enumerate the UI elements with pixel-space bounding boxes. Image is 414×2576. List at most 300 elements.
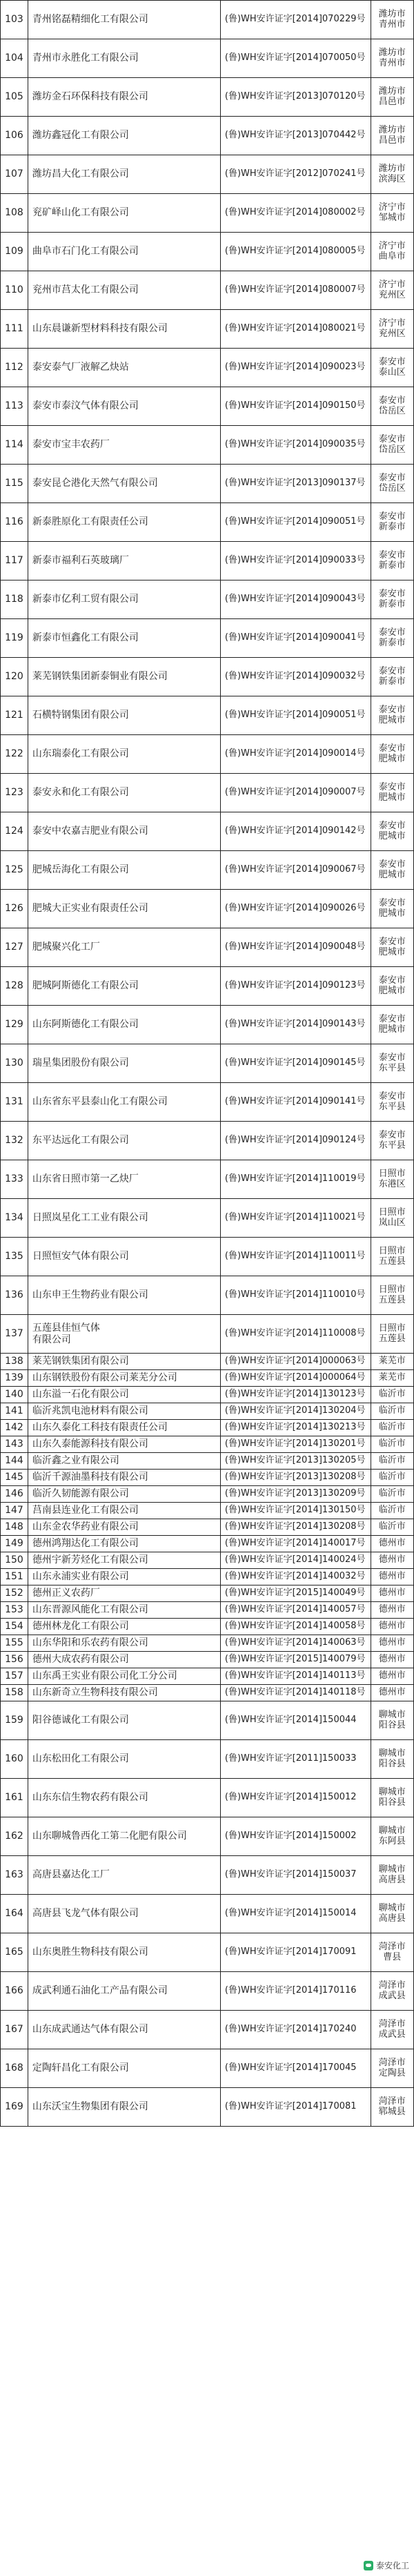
permit-number: (鲁)WH安许证字[2014]150044 <box>220 1701 371 1740</box>
table-row <box>1 349 414 387</box>
location-stack <box>371 1169 413 1190</box>
district-name: 高唐县 <box>378 1913 406 1924</box>
location-stack <box>371 1324 413 1345</box>
city-name: 临沂市 <box>378 1455 406 1466</box>
district-name: 泰山区 <box>378 367 406 378</box>
permit-number: (鲁)WH安许证字[2014]110019号 <box>220 1160 371 1199</box>
table-row <box>1 1668 414 1685</box>
table-row <box>1 1552 414 1569</box>
district-name: 岱岳区 <box>378 405 406 416</box>
location-stack <box>371 1356 413 1367</box>
table-row <box>1 1370 414 1387</box>
location-cell <box>371 1668 413 1685</box>
company-name: 青州市永胜化工有限公司 <box>28 39 220 78</box>
district-name: 定陶县 <box>378 2067 406 2078</box>
watermark-label: 泰安化工 <box>375 2561 409 2570</box>
row-index: 159 <box>1 1701 28 1740</box>
district-name: 新泰市 <box>378 560 406 571</box>
row-index: 121 <box>1 696 28 735</box>
location-cell <box>371 2011 413 2049</box>
city-name: 德州市 <box>378 1588 406 1599</box>
district-name: 五莲县 <box>378 1333 406 1344</box>
row-index: 143 <box>1 1436 28 1453</box>
row-index: 153 <box>1 1602 28 1619</box>
permit-number: (鲁)WH安许证字[2014]140017号 <box>220 1536 371 1552</box>
city-name: 临沂市 <box>378 1521 406 1532</box>
row-index: 150 <box>1 1552 28 1569</box>
location-cell <box>371 580 413 619</box>
table-row <box>1 1685 414 1701</box>
table-row <box>1 1779 414 1817</box>
city-name: 聊城市 <box>378 1902 406 1913</box>
table-row <box>1 1315 414 1354</box>
row-index: 134 <box>1 1199 28 1238</box>
city-name: 临沂市 <box>378 1472 406 1483</box>
location-cell <box>371 1436 413 1453</box>
city-name: 德州市 <box>378 1654 406 1665</box>
table-row <box>1 155 414 194</box>
location-cell <box>371 928 413 967</box>
location-cell <box>371 117 413 155</box>
location-cell <box>371 1685 413 1701</box>
table-row <box>1 1635 414 1652</box>
table-row <box>1 1044 414 1083</box>
location-stack <box>371 1092 413 1113</box>
city-name: 临沂市 <box>378 1405 406 1416</box>
location-stack <box>371 1572 413 1582</box>
city-name: 日照市 <box>378 1168 406 1179</box>
row-index: 154 <box>1 1619 28 1635</box>
district-name: 肥城市 <box>378 792 406 803</box>
permit-number: (鲁)WH安许证字[2014]090033号 <box>220 542 371 580</box>
location-cell <box>371 310 413 349</box>
location-cell <box>371 735 413 774</box>
location-stack <box>371 1505 413 1516</box>
company-name: 高唐县嘉达化工厂 <box>28 1856 220 1895</box>
permit-number: (鲁)WH安许证字[2014]110010号 <box>220 1276 371 1315</box>
company-name: 临沂久韧能源有限公司 <box>28 1486 220 1503</box>
location-stack <box>371 1131 413 1151</box>
row-index: 141 <box>1 1403 28 1420</box>
permit-number: (鲁)WH安许证字[2014]140032号 <box>220 1569 371 1585</box>
location-cell <box>371 1199 413 1238</box>
table-row <box>1 1160 414 1199</box>
row-index: 133 <box>1 1160 28 1199</box>
location-stack <box>371 1406 413 1416</box>
wechat-icon <box>364 2561 373 2570</box>
permit-number: (鲁)WH安许证字[2014]110021号 <box>220 1199 371 1238</box>
location-cell <box>371 774 413 812</box>
company-name: 德州正义农药厂 <box>28 1585 220 1602</box>
table-row <box>1 2049 414 2088</box>
permit-number: (鲁)WH安许证字[2014]000063号 <box>220 1354 371 1370</box>
permit-number: (鲁)WH安许证字[2014]090032号 <box>220 658 371 696</box>
table-row <box>1 1238 414 1276</box>
row-index: 167 <box>1 2011 28 2049</box>
city-name: 泰安市 <box>378 1013 406 1024</box>
location-cell <box>371 851 413 890</box>
location-stack <box>371 1638 413 1648</box>
permit-number: (鲁)WH安许证字[2014]170240 <box>220 2011 371 2049</box>
district-name: 岱岳区 <box>378 444 406 455</box>
row-index: 161 <box>1 1779 28 1817</box>
company-name: 山东省东平县泰山化工有限公司 <box>28 1083 220 1122</box>
permit-number: (鲁)WH安许证字[2014]150014 <box>220 1895 371 1933</box>
district-name: 肥城市 <box>378 830 406 841</box>
row-index: 138 <box>1 1354 28 1370</box>
city-name: 济宁市 <box>378 240 406 251</box>
company-name: 潍坊昌大化工有限公司 <box>28 155 220 194</box>
permit-number: (鲁)WH安许证字[2014]110011号 <box>220 1238 371 1276</box>
district-name: 滨海区 <box>378 173 406 184</box>
table-row <box>1 78 414 117</box>
location-stack <box>371 1439 413 1450</box>
row-index: 124 <box>1 812 28 851</box>
district-name: 肥城市 <box>378 1024 406 1035</box>
company-name: 肥城大正实业有限责任公司 <box>28 890 220 928</box>
table-row <box>1 387 414 426</box>
location-cell <box>371 1503 413 1519</box>
location-cell <box>371 1552 413 1569</box>
company-name: 泰安市泰汶气体有限公司 <box>28 387 220 426</box>
row-index: 168 <box>1 2049 28 2088</box>
location-cell <box>371 1602 413 1619</box>
district-name: 新泰市 <box>378 637 406 648</box>
table-row <box>1 194 414 233</box>
company-name: 山东钢铁股份有限公司莱芜分公司 <box>28 1370 220 1387</box>
location-cell <box>371 78 413 117</box>
table-row <box>1 1420 414 1436</box>
city-name: 莱芜市 <box>378 1372 406 1383</box>
table-row <box>1 39 414 78</box>
table-row <box>1 503 414 542</box>
location-stack <box>371 1671 413 1681</box>
location-cell <box>371 1619 413 1635</box>
location-cell <box>371 890 413 928</box>
city-name: 泰安市 <box>378 1129 406 1140</box>
table-row <box>1 1536 414 1552</box>
company-name: 东平达远化工有限公司 <box>28 1122 220 1160</box>
city-name: 德州市 <box>378 1554 406 1565</box>
permit-number: (鲁)WH安许证字[2014]090051号 <box>220 696 371 735</box>
city-name: 菏泽市 <box>378 2096 406 2107</box>
permit-number: (鲁)WH安许证字[2014]130201号 <box>220 1436 371 1453</box>
location-cell <box>371 1701 413 1740</box>
location-stack <box>371 628 413 649</box>
row-index: 137 <box>1 1315 28 1354</box>
permit-number: (鲁)WH安许证字[2012]070241号 <box>220 155 371 194</box>
permit-number: (鲁)WH安许证字[2014]090026号 <box>220 890 371 928</box>
permit-number: (鲁)WH安许证字[2014]150037 <box>220 1856 371 1895</box>
company-name: 阳谷德诚化工有限公司 <box>28 1701 220 1740</box>
district-name: 肥城市 <box>378 908 406 919</box>
location-cell <box>371 1276 413 1315</box>
location-stack <box>371 589 413 610</box>
location-cell <box>371 1453 413 1470</box>
location-cell <box>371 1354 413 1370</box>
location-cell <box>371 1160 413 1199</box>
district-name: 曲阜市 <box>378 251 406 262</box>
company-name: 高唐县飞龙气体有限公司 <box>28 1895 220 1933</box>
company-name: 莱芜钢铁集团新泰铜业有限公司 <box>28 658 220 696</box>
table-row <box>1 2011 414 2049</box>
row-index: 118 <box>1 580 28 619</box>
location-stack <box>371 319 413 340</box>
table-row <box>1 928 414 967</box>
location-stack <box>371 1208 413 1229</box>
table-row <box>1 1122 414 1160</box>
permit-table-body <box>1 1 414 2127</box>
city-name: 临沂市 <box>378 1422 406 1433</box>
city-name: 泰安市 <box>378 395 406 406</box>
location-stack <box>371 280 413 301</box>
table-row <box>1 1199 414 1238</box>
location-stack <box>371 1588 413 1599</box>
location-stack <box>371 512 413 533</box>
location-stack <box>371 821 413 842</box>
company-name: 山东晨谦新型材料科技有限公司 <box>28 310 220 349</box>
location-cell <box>371 271 413 310</box>
district-name: 成武县 <box>378 2029 406 2040</box>
city-name: 日照市 <box>378 1284 406 1295</box>
row-index: 123 <box>1 774 28 812</box>
row-index: 103 <box>1 1 28 39</box>
location-stack <box>371 667 413 687</box>
location-stack <box>371 126 413 146</box>
location-cell <box>371 1044 413 1083</box>
district-name: 东平县 <box>378 1062 406 1073</box>
city-name: 泰安市 <box>378 1091 406 1102</box>
location-stack <box>371 1710 413 1731</box>
location-stack <box>371 1389 413 1400</box>
city-name: 泰安市 <box>378 627 406 638</box>
row-index: 144 <box>1 1453 28 1470</box>
row-index: 127 <box>1 928 28 967</box>
table-row <box>1 1276 414 1315</box>
city-name: 临沂市 <box>378 1389 406 1400</box>
table-row <box>1 426 414 465</box>
location-stack <box>371 1621 413 1632</box>
table-row <box>1 735 414 774</box>
permit-number: (鲁)WH安许证字[2014]070050号 <box>220 39 371 78</box>
company-name: 泰安中农嘉吉肥业有限公司 <box>28 812 220 851</box>
city-name: 临沂市 <box>378 1438 406 1450</box>
location-stack <box>371 783 413 803</box>
city-name: 聊城市 <box>378 1786 406 1797</box>
company-name: 山东新奇立生物科技有限公司 <box>28 1685 220 1701</box>
company-name: 山东华阳和乐农药有限公司 <box>28 1635 220 1652</box>
company-name: 山东成武通达气体有限公司 <box>28 2011 220 2049</box>
table-row <box>1 658 414 696</box>
district-name: 郓城县 <box>378 2106 406 2117</box>
district-name: 岚山区 <box>378 1217 406 1228</box>
district-name: 东阿县 <box>378 1835 406 1846</box>
city-name: 德州市 <box>378 1571 406 1582</box>
district-name: 青州市 <box>378 19 406 30</box>
city-name: 潍坊市 <box>378 124 406 135</box>
company-name: 山东奥胜生物科技有限公司 <box>28 1933 220 1972</box>
row-index: 108 <box>1 194 28 233</box>
company-name: 潍坊金石环保科技有限公司 <box>28 78 220 117</box>
city-name: 泰安市 <box>378 665 406 676</box>
company-name: 泰安永和化工有限公司 <box>28 774 220 812</box>
location-cell <box>371 1536 413 1552</box>
company-name: 山东松田化工有限公司 <box>28 1740 220 1779</box>
location-stack <box>371 1749 413 1770</box>
location-cell <box>371 1895 413 1933</box>
location-cell <box>371 967 413 1006</box>
row-index: 164 <box>1 1895 28 1933</box>
company-name: 德州林龙化工有限公司 <box>28 1619 220 1635</box>
location-stack <box>371 1053 413 1074</box>
city-name: 菏泽市 <box>378 2057 406 2068</box>
location-stack <box>371 1423 413 1433</box>
city-name: 泰安市 <box>378 975 406 986</box>
city-name: 聊城市 <box>378 1748 406 1759</box>
location-cell <box>371 1817 413 1856</box>
location-cell <box>371 194 413 233</box>
district-name: 东平县 <box>378 1101 406 1112</box>
company-name: 山东金农华药业有限公司 <box>28 1519 220 1536</box>
table-row <box>1 1856 414 1895</box>
watermark <box>362 2559 411 2572</box>
permit-number: (鲁)WH安许证字[2013]070442号 <box>220 117 371 155</box>
location-stack <box>371 1555 413 1565</box>
table-row <box>1 1652 414 1668</box>
permit-number: (鲁)WH安许证字[2014]090048号 <box>220 928 371 967</box>
permit-number: (鲁)WH安许证字[2014]080007号 <box>220 271 371 310</box>
city-name: 聊城市 <box>378 1709 406 1720</box>
company-name: 德州鸿翔达化工有限公司 <box>28 1536 220 1552</box>
city-name: 泰安市 <box>378 511 406 522</box>
table-row <box>1 1817 414 1856</box>
table-row <box>1 1503 414 1519</box>
permit-number: (鲁)WH安许证字[2014]080021号 <box>220 310 371 349</box>
location-cell <box>371 1779 413 1817</box>
location-stack <box>371 435 413 456</box>
company-name: 山东久泰能源科技有限公司 <box>28 1436 220 1453</box>
permit-number: (鲁)WH安许证字[2014]130150号 <box>220 1503 371 1519</box>
company-name: 潍坊鑫冠化工有限公司 <box>28 117 220 155</box>
city-name: 日照市 <box>378 1323 406 1334</box>
company-name: 山东溢一石化有限公司 <box>28 1387 220 1403</box>
table-row <box>1 1006 414 1044</box>
permit-number: (鲁)WH安许证字[2014]090142号 <box>220 812 371 851</box>
table-row <box>1 1 414 39</box>
location-stack <box>371 1788 413 1808</box>
permit-number: (鲁)WH安许证字[2014]090007号 <box>220 774 371 812</box>
location-cell <box>371 1370 413 1387</box>
location-stack <box>371 10 413 30</box>
location-stack <box>371 860 413 881</box>
company-name: 五莲县佳恒气体 有限公司 <box>28 1315 220 1354</box>
city-name: 泰安市 <box>378 781 406 792</box>
table-row <box>1 1436 414 1453</box>
table-row <box>1 1619 414 1635</box>
location-cell <box>371 1856 413 1895</box>
city-name: 临沂市 <box>378 1488 406 1499</box>
company-name: 新泰市亿利工贸有限公司 <box>28 580 220 619</box>
row-index: 140 <box>1 1387 28 1403</box>
location-cell <box>371 1006 413 1044</box>
permit-number: (鲁)WH安许证字[2014]150012 <box>220 1779 371 1817</box>
company-name: 山东沃宝生物集团有限公司 <box>28 2088 220 2127</box>
location-stack <box>371 396 413 417</box>
row-index: 112 <box>1 349 28 387</box>
city-name: 菏泽市 <box>378 1980 406 1991</box>
location-stack <box>371 1539 413 1549</box>
table-row <box>1 1972 414 2011</box>
location-stack <box>371 1655 413 1665</box>
district-name: 肥城市 <box>378 869 406 880</box>
table-row <box>1 465 414 503</box>
permit-number: (鲁)WH安许证字[2014]110008号 <box>220 1315 371 1354</box>
company-name: 兖州市莒太化工有限公司 <box>28 271 220 310</box>
permit-number: (鲁)WH安许证字[2014]140113号 <box>220 1668 371 1685</box>
city-name: 莱芜市 <box>378 1356 406 1367</box>
district-name: 阳谷县 <box>378 1719 406 1730</box>
district-name: 肥城市 <box>378 946 406 957</box>
permit-number: (鲁)WH安许证字[2014]090051号 <box>220 503 371 542</box>
location-cell <box>371 1083 413 1122</box>
district-name: 新泰市 <box>378 521 406 532</box>
company-name: 山东申王生物药业有限公司 <box>28 1276 220 1315</box>
permit-number: (鲁)WH安许证字[2014]090143号 <box>220 1006 371 1044</box>
city-name: 泰安市 <box>378 472 406 483</box>
table-row <box>1 1354 414 1370</box>
table-row <box>1 1486 414 1503</box>
location-cell <box>371 658 413 696</box>
location-stack <box>371 358 413 378</box>
table-row <box>1 1701 414 1740</box>
company-name: 山东禹王实业有限公司化工分公司 <box>28 1668 220 1685</box>
company-name: 莱芜钢铁集团有限公司 <box>28 1354 220 1370</box>
location-stack <box>371 1489 413 1499</box>
company-name: 新泰市恒鑫化工有限公司 <box>28 619 220 658</box>
row-index: 116 <box>1 503 28 542</box>
row-index: 155 <box>1 1635 28 1652</box>
district-name: 肥城市 <box>378 985 406 996</box>
permit-number: (鲁)WH安许证字[2014]070229号 <box>220 1 371 39</box>
company-name: 泰安泰气厂液解乙炔站 <box>28 349 220 387</box>
company-name: 兖矿峄山化工有限公司 <box>28 194 220 233</box>
permit-number: (鲁)WH安许证字[2014]090043号 <box>220 580 371 619</box>
location-stack <box>371 1456 413 1466</box>
row-index: 157 <box>1 1668 28 1685</box>
district-name: 东平县 <box>378 1140 406 1151</box>
city-name: 菏泽市 <box>378 2018 406 2029</box>
company-name: 肥城岳海化工有限公司 <box>28 851 220 890</box>
location-stack <box>371 1981 413 2002</box>
location-cell <box>371 2088 413 2127</box>
location-stack <box>371 48 413 69</box>
location-cell <box>371 1470 413 1486</box>
company-name: 瑞星集团股份有限公司 <box>28 1044 220 1083</box>
district-name: 岱岳区 <box>378 482 406 494</box>
row-index: 106 <box>1 117 28 155</box>
location-stack <box>371 1904 413 1924</box>
location-stack <box>371 937 413 958</box>
location-stack <box>371 1865 413 1886</box>
table-row <box>1 1083 414 1122</box>
permit-number: (鲁)WH安许证字[2014]090014号 <box>220 735 371 774</box>
location-cell <box>371 696 413 735</box>
city-name: 泰安市 <box>378 588 406 599</box>
location-cell <box>371 542 413 580</box>
table-row <box>1 774 414 812</box>
location-cell <box>371 387 413 426</box>
company-name: 肥城阿斯德化工有限公司 <box>28 967 220 1006</box>
